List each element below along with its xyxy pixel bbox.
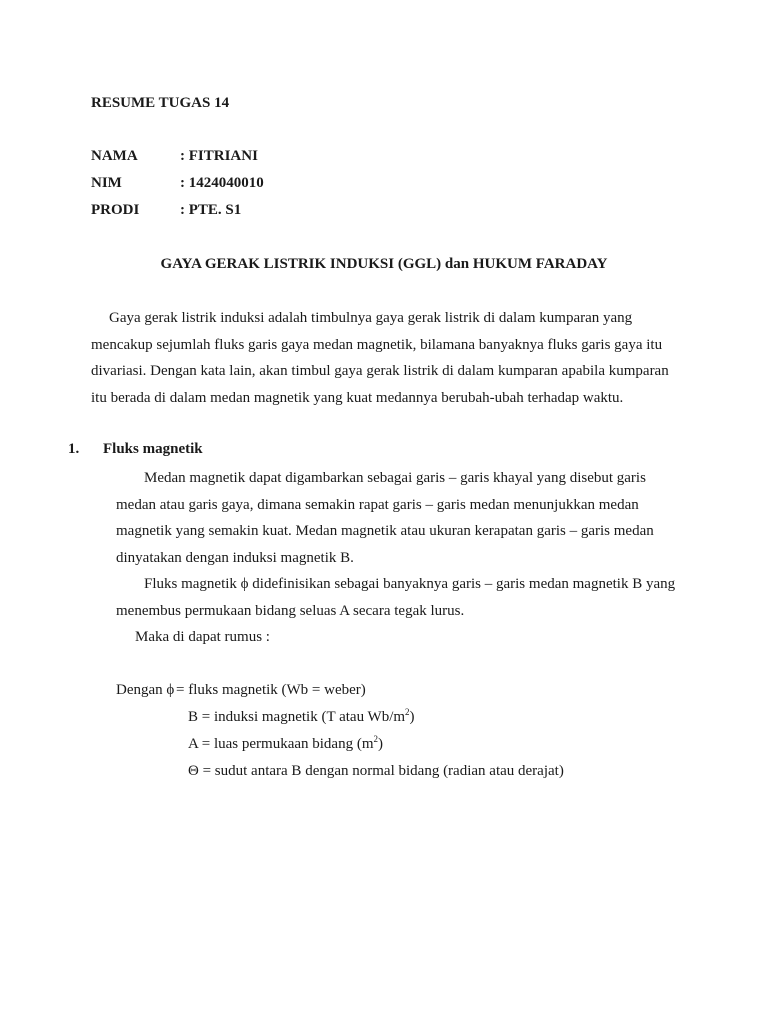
section1-paragraph2 [116,571,677,624]
identity-label-nama: NAMA [91,148,138,164]
intro-line: divariasi. Dengan kata lain, akan timbul gaya gerak listrik di dalam kumparan apabila kumparan [91,363,669,380]
legend-line-theta: Θ = sudut antara B dengan normal bidang (radian atau derajat) [188,763,564,779]
section-title: Fluks magnetik [103,441,203,457]
intro-line: itu berada di dalam medan magnetik yang kuat medannya berubah-ubah terhadap waktu. [91,389,624,406]
legend-line-b: B = induksi magnetik (T atau $Wb/m^2$) [188,707,415,725]
identity-label-prodi: PRODI [91,202,140,218]
intro-line: Gaya gerak listrik induksi adalah timbulnya gaya gerak listrik di dalam kumparan yang [109,310,633,326]
identity-value-nama: : FITRIANI [180,148,258,164]
para-line: Medan magnetik dapat digambarkan sebagai garis – garis khayal yang disebut garis [144,470,646,486]
identity-label-nim: NIM [91,175,122,191]
document-title: RESUME TUGAS 14 [91,95,230,111]
para-line: menembus permukaan bidang seluas A secara tegak lurus. [116,602,465,619]
formula-intro: Maka di dapat rumus : [135,629,270,645]
section1-paragraph1 [116,465,677,571]
section-heading: GAYA GERAK LISTRIK INDUKSI (GGL) dan HUKUM FARADAY [160,256,608,272]
legend-line-a: A = luas permukaan bidang $(m^2)$ [188,734,384,752]
para-line: Fluks magnetik ϕ didefinisikan sebagai banyaknya garis – garis medan magnetik B yang [144,576,676,592]
identity-value-nim: : 1424040010 [180,175,264,191]
legend-line-phi: = fluks magnetik (Wb = weber) [176,682,366,698]
para-line: dinyatakan dengan induksi magnetik B. [116,549,354,566]
intro-line: mencakup sejumlah fluks garis gaya medan magnetik, bilamana banyaknya fluks garis gaya itu [91,336,663,353]
para-line: magnetik yang semakin kuat. Medan magnetik atau ukuran kerapatan garis – garis medan [116,523,654,540]
section-number: 1. [68,441,80,457]
legend-prefix: Dengan ϕ [116,682,175,698]
intro-paragraph [91,305,677,411]
identity-value-prodi: : PTE. S1 [180,202,242,218]
para-line: medan atau garis gaya, dimana semakin rapat garis – garis medan menunjukkan medan [116,496,639,513]
